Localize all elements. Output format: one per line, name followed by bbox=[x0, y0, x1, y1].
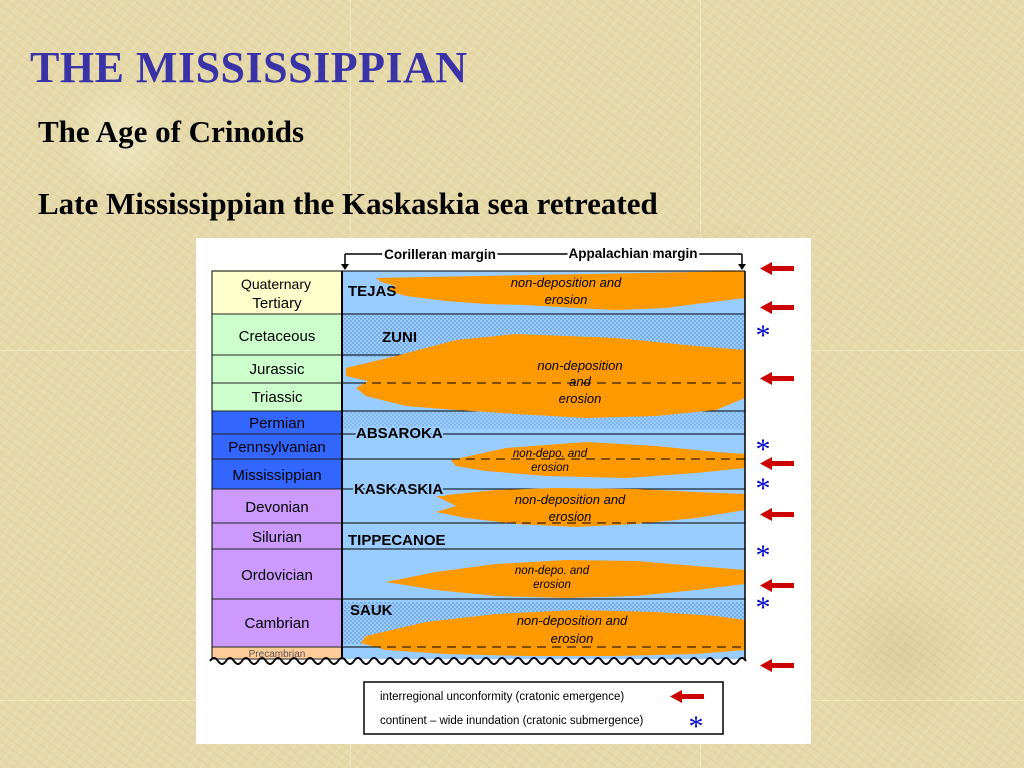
period-label-precambrian: Precambrian bbox=[248, 649, 306, 660]
gap-label-6-line2: erosion bbox=[550, 631, 594, 646]
period-label-ordovician: Ordovician bbox=[241, 567, 313, 584]
period-label-permian: Permian bbox=[249, 415, 305, 432]
sequence-sauk: SAUK bbox=[350, 602, 393, 619]
period-label-tertiary: Tertiary bbox=[252, 295, 302, 312]
gap-label-1-line1: non-deposition and bbox=[510, 275, 622, 290]
period-label-quaternary: Quaternary bbox=[240, 276, 312, 292]
unconformity-arrow bbox=[760, 301, 794, 314]
legend bbox=[364, 682, 723, 743]
period-label-silurian: Silurian bbox=[251, 529, 303, 546]
gap-label-1-line2: erosion bbox=[544, 292, 588, 307]
margin-header bbox=[341, 246, 746, 270]
geologic-time-column bbox=[212, 271, 342, 660]
legend-asterisk-icon: * bbox=[688, 710, 704, 743]
sequence-zuni: ZUNI bbox=[382, 329, 417, 346]
unconformity-arrow bbox=[760, 262, 794, 275]
period-label-pennsylvanian: Pennsylvanian bbox=[228, 439, 326, 456]
sequence-stratigraphy-diagram bbox=[196, 238, 811, 744]
cordilleran-margin-label: Corilleran margin bbox=[384, 247, 496, 262]
gap-label-4-line2: erosion bbox=[548, 509, 592, 524]
period-label-cretaceous: Cretaceous bbox=[238, 328, 316, 345]
unconformity-arrow bbox=[760, 508, 794, 521]
unconformity-arrow bbox=[760, 372, 794, 385]
legend-unconformity-text: interregional unconformity (cratonic emergence) bbox=[380, 691, 625, 703]
asterisk-icon: * bbox=[755, 539, 771, 572]
period-label-triassic: Triassic bbox=[251, 389, 303, 406]
appalachian-margin-label: Appalachian margin bbox=[568, 246, 698, 261]
gap-label-5-line1: non-depo. and bbox=[514, 565, 590, 577]
gap-label-5-line2: erosion bbox=[533, 579, 571, 591]
slide-subtitle: The Age of Crinoids bbox=[38, 114, 305, 149]
unconformity-arrow bbox=[760, 659, 794, 672]
sequence-kaskaskia: KASKASKIA bbox=[354, 481, 444, 498]
period-label-devonian: Devonian bbox=[245, 499, 309, 516]
asterisk-icon: * bbox=[755, 319, 771, 352]
gap-label-3-line2: erosion bbox=[531, 462, 569, 474]
gap-label-2-line3: erosion bbox=[558, 391, 602, 406]
asterisk-icon: * bbox=[755, 472, 771, 505]
legend-inundation-text: continent – wide inundation (cratonic submergence) bbox=[380, 715, 644, 727]
period-label-jurassic: Jurassic bbox=[249, 361, 305, 378]
sequence-absaroka: ABSAROKA bbox=[356, 425, 443, 442]
sequence-tippecanoe: TIPPECANOE bbox=[348, 532, 446, 549]
period-label-mississippian: Mississippian bbox=[232, 467, 322, 484]
gap-label-2-line1: non-deposition bbox=[537, 358, 623, 373]
slide-title: THE MISSISSIPPIAN bbox=[30, 43, 468, 92]
asterisk-icon: * bbox=[755, 591, 771, 624]
gap-label-4-line1: non-deposition and bbox=[514, 492, 626, 507]
asterisk-icon: * bbox=[755, 433, 771, 466]
period-label-cambrian: Cambrian bbox=[244, 615, 310, 632]
slide-statement: Late Mississippian the Kaskaskia sea retreated bbox=[38, 186, 658, 221]
gap-label-6-line1: non-deposition and bbox=[516, 613, 628, 628]
inundation-asterisks bbox=[756, 319, 771, 624]
gap-label-2-line2: and bbox=[569, 374, 591, 389]
sequence-tejas: TEJAS bbox=[348, 283, 397, 300]
gap-label-3-line1: non-depo. and bbox=[512, 448, 588, 460]
